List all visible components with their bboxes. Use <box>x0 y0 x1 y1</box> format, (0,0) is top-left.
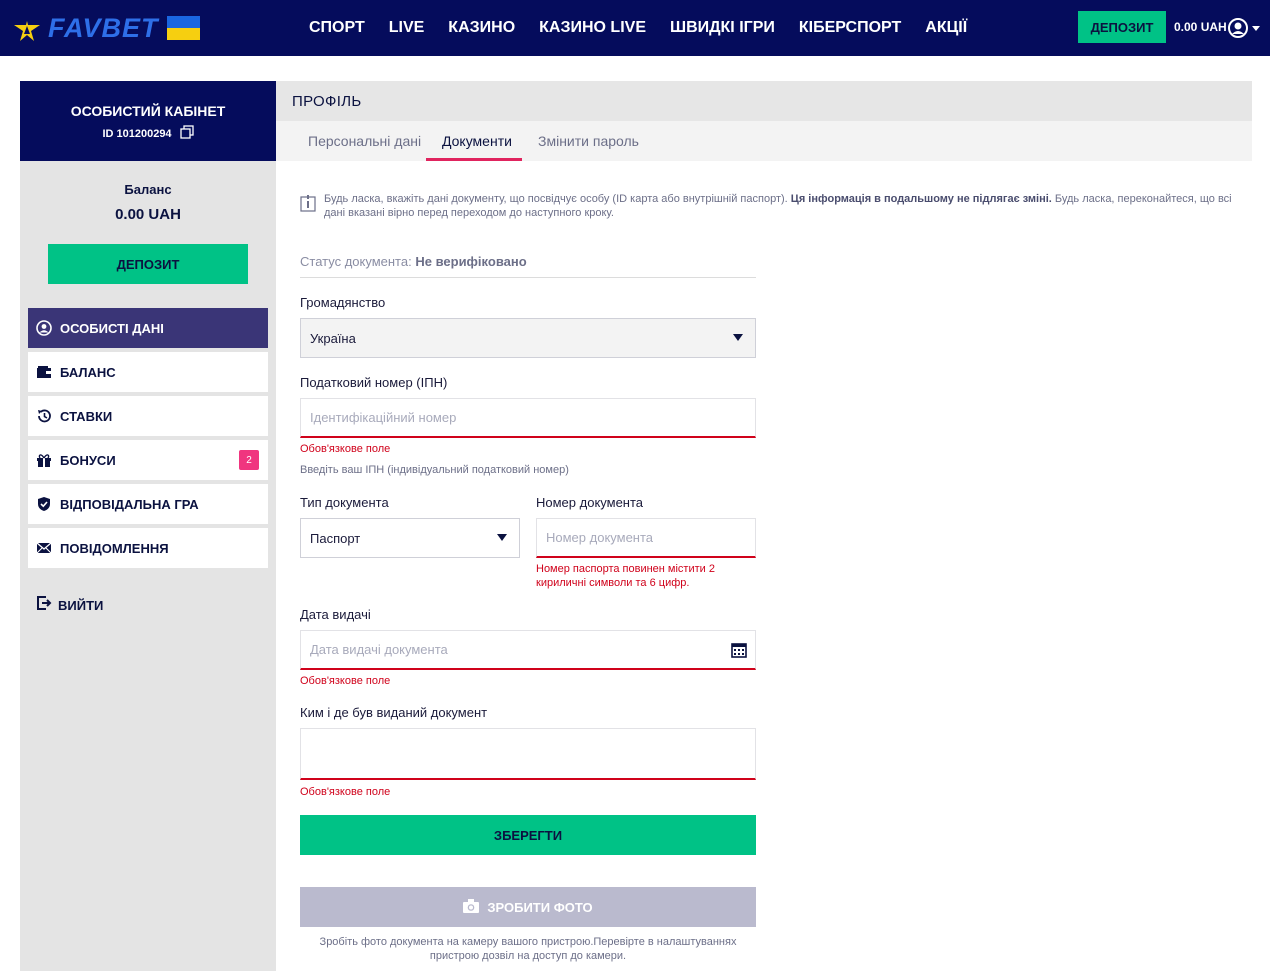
divider <box>300 277 756 278</box>
status-label: Статус документа: <box>300 254 412 269</box>
main-nav <box>309 0 991 56</box>
user-icon <box>36 320 52 336</box>
nav-casino[interactable]: КАЗИНО <box>448 19 516 36</box>
save-button[interactable]: ЗБЕРЕГТИ <box>300 815 756 855</box>
top-header <box>0 0 1270 56</box>
info-text-part-2: Будь ласка, переконайтеся, що всі дані вказані вірно перед переходом до наступного кроку. <box>324 193 1232 219</box>
sidebar-deposit-button[interactable]: ДЕПОЗИТ <box>48 244 248 284</box>
status-value: Не верифіковано <box>415 254 527 269</box>
wallet-icon <box>36 364 52 380</box>
photo-note: Зробіть фото документа на камеру вашого пристрою.Перевірте в налаштуваннях пристрою дозвіл на доступ до камери. <box>319 936 737 962</box>
issue-date-error: Обов'язкове поле <box>300 675 391 687</box>
tax-number-input[interactable] <box>310 410 755 425</box>
sidebar-item-label: БОНУСИ <box>60 452 116 468</box>
tab-change-password[interactable]: Змінити пароль <box>538 133 639 149</box>
balance-value: 0.00 UAH <box>115 206 181 223</box>
user-id-row <box>20 125 276 142</box>
tax-number-error: Обов'язкове поле <box>300 443 391 455</box>
sidebar-item-balance[interactable] <box>28 352 268 392</box>
logout-icon <box>36 595 52 616</box>
chevron-down-icon <box>733 334 743 341</box>
sidebar <box>20 161 276 971</box>
user-menu-button[interactable] <box>1227 17 1263 39</box>
active-tab-indicator <box>426 158 522 161</box>
document-status <box>300 254 527 269</box>
logo-text: FAVBET <box>48 12 159 43</box>
sidebar-item-label: БАЛАНС <box>60 364 116 380</box>
nav-casino-live[interactable]: КАЗИНО LIVE <box>539 19 646 36</box>
take-photo-button[interactable] <box>300 887 756 927</box>
document-number-error: Номер паспорта повинен містити 2 кириличні символи та 6 цифр. <box>536 563 715 589</box>
document-type-value: Паспорт <box>310 530 361 546</box>
profile-tabs <box>276 121 1252 161</box>
issued-by-label: Ким і де був виданий документ <box>300 705 488 720</box>
info-text <box>324 192 1240 220</box>
issued-by-textarea[interactable] <box>310 734 755 774</box>
cabinet-title: ОСОБИСТИЙ КАБІНЕТ <box>70 103 226 119</box>
issued-by-error: Обов'язкове поле <box>300 786 391 798</box>
mail-icon <box>36 540 52 556</box>
tax-number-label: Податковий номер (ІПН) <box>300 375 448 390</box>
balance-label: Баланс <box>124 182 172 197</box>
sidebar-item-label: ОСОБИСТІ ДАНІ <box>60 320 164 336</box>
info-text-part-1: Будь ласка, вкажіть дані документу, що посвідчує особу (ID карта або внутрішній паспорт). <box>324 193 788 205</box>
calendar-icon[interactable] <box>731 642 747 661</box>
take-photo-label: ЗРОБИТИ ФОТО <box>487 899 593 915</box>
issue-date-field[interactable] <box>300 630 756 670</box>
sidebar-item-label: СТАВКИ <box>60 408 113 424</box>
document-type-select[interactable] <box>300 518 520 558</box>
sidebar-item-messages[interactable] <box>28 528 268 568</box>
camera-icon <box>463 899 479 916</box>
cabinet-header <box>20 81 276 161</box>
gift-icon <box>36 452 52 468</box>
chevron-down-icon <box>497 534 507 541</box>
favbet-logo[interactable] <box>12 13 200 43</box>
document-number-label: Номер документа <box>536 495 644 510</box>
header-deposit-button[interactable]: ДЕПОЗИТ <box>1078 11 1166 43</box>
tab-personal-data[interactable]: Персональні дані <box>308 133 422 149</box>
shield-icon <box>36 496 52 512</box>
sidebar-item-label: ПОВІДОМЛЕННЯ <box>60 540 169 556</box>
bonus-count-badge: 2 <box>239 450 259 470</box>
tax-number-field[interactable] <box>300 398 756 438</box>
citizenship-value: Україна <box>310 330 356 346</box>
tab-documents[interactable]: Документи <box>442 133 512 149</box>
logout-label: ВИЙТИ <box>58 598 104 613</box>
info-text-bold: Ця інформація в подальшому не підлягає зміні. <box>790 193 1052 205</box>
issue-date-label: Дата видачі <box>300 607 371 622</box>
nav-live[interactable]: LIVE <box>388 19 425 36</box>
sidebar-item-personal-data[interactable] <box>28 308 268 348</box>
document-type-label: Тип документа <box>300 495 389 510</box>
sidebar-item-bets[interactable] <box>28 396 268 436</box>
issue-date-input[interactable] <box>310 642 755 657</box>
sidebar-item-label: ВІДПОВІДАЛЬНА ГРА <box>60 496 199 512</box>
document-number-field[interactable] <box>536 518 756 558</box>
nav-sport[interactable]: СПОРТ <box>309 19 365 36</box>
logout-button[interactable] <box>36 595 103 616</box>
copy-icon[interactable] <box>180 125 194 142</box>
document-info-notice <box>300 192 1240 220</box>
sidebar-item-bonuses[interactable] <box>28 440 268 480</box>
document-number-input[interactable] <box>546 530 755 545</box>
nav-fast-games[interactable]: ШВИДКІ ІГРИ <box>670 19 775 36</box>
ukraine-flag-icon <box>167 16 200 40</box>
nav-esport[interactable]: КІБЕРСПОРТ <box>798 19 902 36</box>
issued-by-field[interactable] <box>300 728 756 780</box>
page-title: ПРОФІЛЬ <box>292 93 362 110</box>
user-id: ID 101200294 <box>102 127 172 140</box>
info-icon <box>300 194 316 212</box>
tax-number-hint: Введіть ваш ІПН (індивідуальний податковий номер) <box>300 464 569 476</box>
history-icon <box>36 408 52 424</box>
citizenship-label: Громадянство <box>300 295 386 310</box>
user-avatar-icon <box>1227 17 1263 39</box>
profile-header <box>276 81 1252 121</box>
logo-star-icon <box>12 13 42 43</box>
nav-promotions[interactable]: АКЦІЇ <box>925 19 968 36</box>
sidebar-item-responsible-gaming[interactable] <box>28 484 268 524</box>
citizenship-select[interactable] <box>300 318 756 358</box>
header-balance: 0.00 UAH <box>1174 20 1227 34</box>
